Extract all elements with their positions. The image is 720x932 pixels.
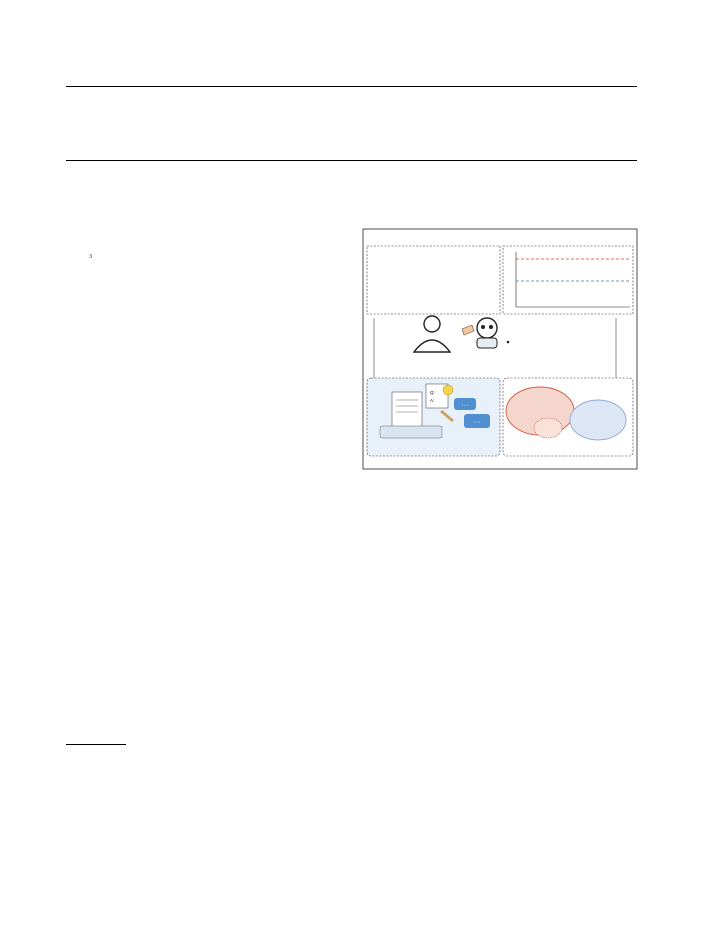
title-rule-bottom: [66, 160, 637, 161]
robot-eye-icon: [481, 325, 485, 329]
robot-eye-icon: [489, 325, 493, 329]
score-box: [503, 246, 633, 314]
lightbulb-icon: [443, 385, 453, 395]
question-box: [367, 246, 500, 314]
form-q-label: Q:: [430, 390, 435, 395]
laptop-icon: [380, 426, 442, 438]
title-rule-top: [66, 86, 637, 87]
construct-gap-dot: [507, 341, 510, 344]
figure-1: [362, 228, 638, 470]
right-column-body: [362, 562, 638, 566]
abstract-body: 3: [89, 254, 92, 260]
chat-dots: ···: [473, 419, 481, 426]
footnote-rule: [66, 744, 126, 745]
figure-1-svg: [362, 228, 638, 470]
subgroup-shape: [534, 418, 562, 438]
form-a-label: A:: [430, 398, 435, 403]
robot-body-icon: [477, 338, 497, 348]
llm-distribution-shape: [570, 400, 626, 440]
chat-dots: ···: [461, 402, 469, 409]
robot-head-icon: [477, 318, 497, 338]
